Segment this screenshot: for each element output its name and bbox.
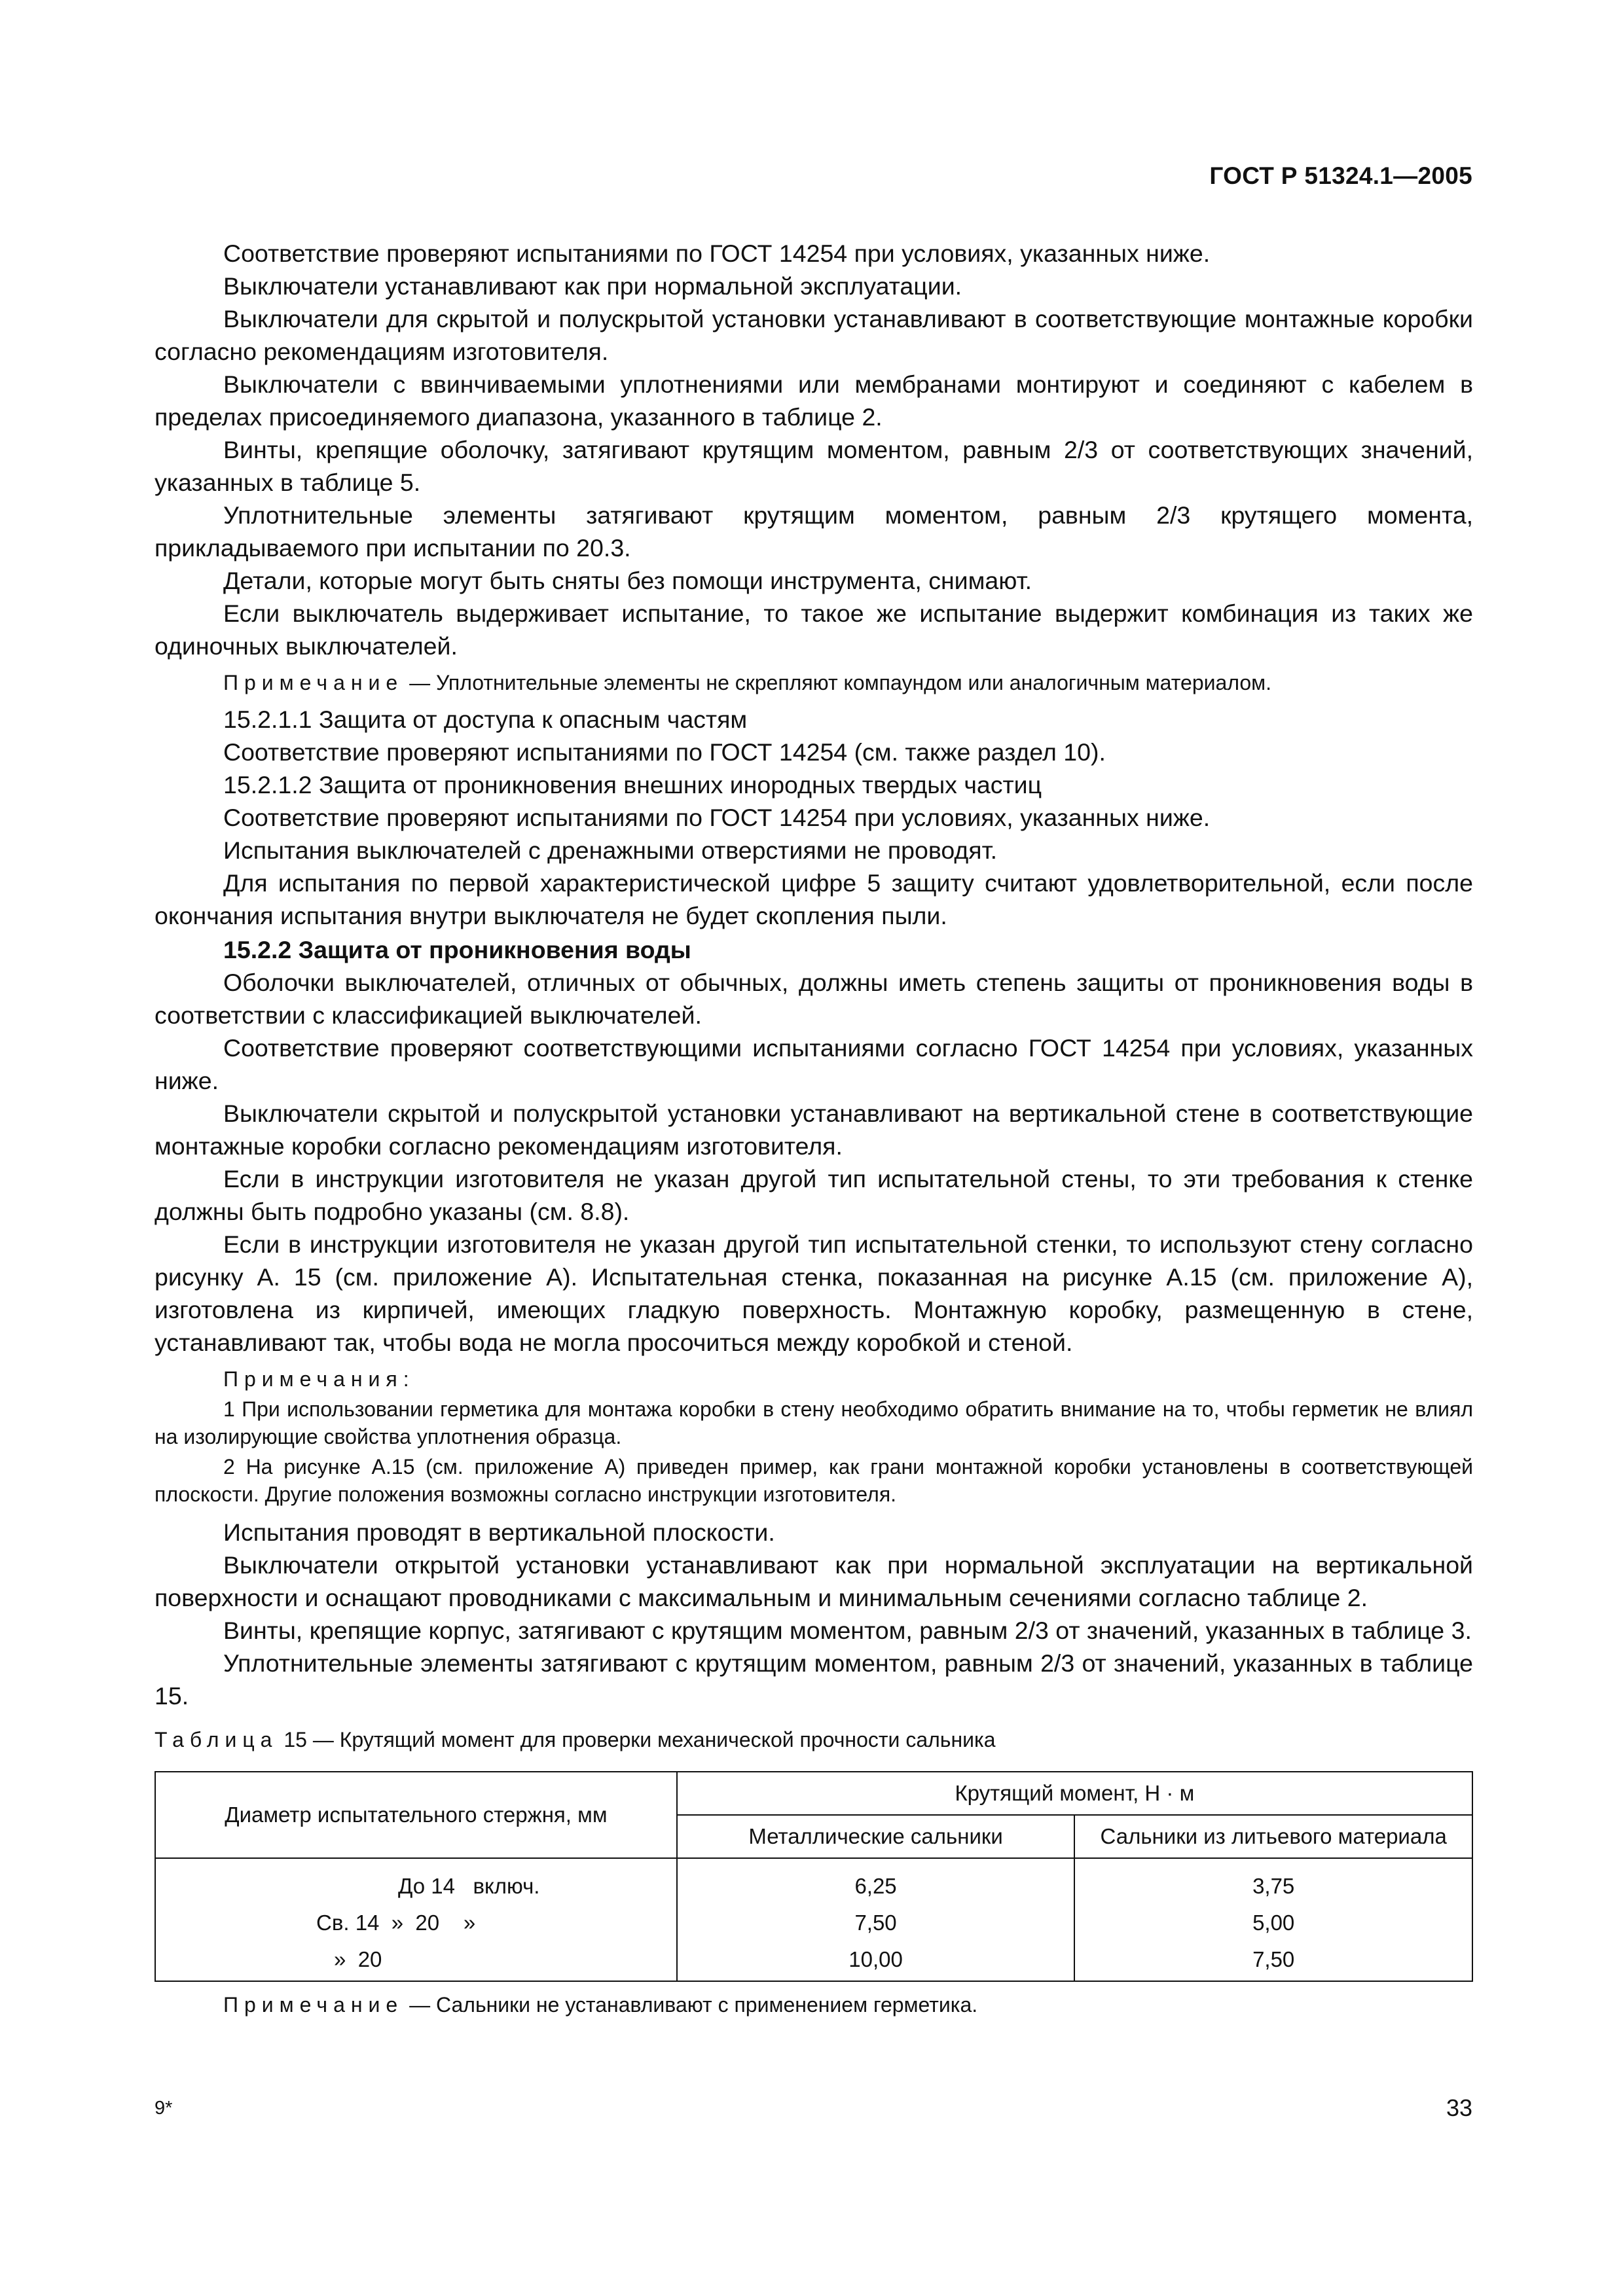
notes-label <box>155 1365 1473 1393</box>
col-header-diameter: Диаметр испытательного стержня, мм <box>155 1772 677 1858</box>
torque-table <box>155 1771 1473 1982</box>
section-heading: 15.2.2 Защита от проникновения воды <box>223 936 691 963</box>
cell-cast: 3,75 <box>1074 1858 1472 1905</box>
paragraph: Детали, которые могут быть сняты без помощи инструмента, снимают. <box>223 567 1032 594</box>
cell-diameter: Св. 14 » 20 » <box>155 1905 677 1941</box>
cell-cast: 5,00 <box>1074 1905 1472 1941</box>
table-caption-text: 15 — Крутящий момент для проверки механической прочности сальника <box>278 1728 996 1751</box>
table-note-label: Примечание <box>223 1993 404 2017</box>
paragraph: Испытания проводят в вертикальной плоскости. <box>223 1518 775 1546</box>
note-item: 1 При использовании герметика для монтажа коробки в стену необходимо обратить внимание на то, чтобы герметик не влиял на изолирующие свойства уплотнения образца. <box>155 1397 1473 1448</box>
table-row <box>155 1905 1472 1941</box>
cell-metal: 10,00 <box>677 1941 1075 1981</box>
paragraph: Оболочки выключателей, отличных от обычных, должны иметь степень защиты от проникновения воды в соответствии с классификацией выключателей. <box>155 969 1473 1029</box>
cell-diameter: » 20 <box>155 1941 677 1981</box>
col-header-torque: Крутящий момент, Н · м <box>677 1772 1472 1815</box>
subsection-title: 15.2.1.1 Защита от доступа к опасным частям <box>223 706 748 733</box>
subsection-title: 15.2.1.2 Защита от проникновения внешних инородных твердых частиц <box>223 771 1042 798</box>
page-content <box>155 237 1473 2018</box>
table-caption-label: Таблица <box>155 1728 278 1751</box>
paragraph: Если выключатель выдерживает испытание, то такое же испытание выдержит комбинация из таких же одиночных выключателей. <box>155 600 1473 660</box>
note-label: Примечание <box>223 671 404 694</box>
paragraph: Выключатели с ввинчиваемыми уплотнениями или мембранами монтируют и соединяют с кабелем в пределах присоединяемого диапазона, указанного в таблице 2. <box>155 370 1473 431</box>
table-note <box>155 1991 1473 2018</box>
table-row <box>155 1858 1472 1905</box>
cell-diameter: До 14 включ. <box>155 1858 677 1905</box>
cell-metal: 6,25 <box>677 1858 1075 1905</box>
paragraph: Винты, крепящие оболочку, затягивают крутящим моментом, равным 2/3 от соответствующих значений, указанных в таблице 5. <box>155 436 1473 496</box>
signature-mark: 9* <box>155 2098 173 2119</box>
note <box>155 669 1473 696</box>
paragraph: Соответствие проверяют соответствующими испытаниями согласно ГОСТ 14254 при условиях, указанных ниже. <box>155 1034 1473 1094</box>
paragraph: Соответствие проверяют испытаниями по ГОСТ 14254 при условиях, указанных ниже. <box>223 804 1211 831</box>
paragraph: Выключатели открытой установки устанавливают как при нормальной эксплуатации на вертикальной поверхности и оснащают проводниками с максимальным и минимальным сечениями согласно таблице 2. <box>155 1551 1473 1611</box>
note-item: 2 На рисунке А.15 (см. приложение А) приведен пример, как грани монтажной коробки установлены в соответствующей плоскости. Другие положения возможны согласно инструкции изготовителя. <box>155 1455 1473 1506</box>
paragraph: Винты, крепящие корпус, затягивают с крутящим моментом, равным 2/3 от значений, указанных в таблице 3. <box>223 1617 1472 1644</box>
paragraph: Испытания выключателей с дренажными отверстиями не проводят. <box>223 836 998 864</box>
col-header-metal: Металлические сальники <box>677 1815 1075 1858</box>
col-header-cast: Сальники из литьевого материала <box>1074 1815 1472 1858</box>
page-number: 33 <box>1446 2094 1472 2121</box>
paragraph: Выключатели скрытой и полускрытой установки устанавливают на вертикальной стене в соответствующие монтажные коробки согласно рекомендациям изготовителя. <box>155 1100 1473 1160</box>
cell-cast: 7,50 <box>1074 1941 1472 1981</box>
paragraph: Соответствие проверяют испытаниями по ГОСТ 14254 (см. также раздел 10). <box>223 738 1106 766</box>
table-note-text: — Сальники не устанавливают с применением герметика. <box>403 1993 978 2017</box>
paragraph: Уплотнительные элементы затягивают крутящим моментом, равным 2/3 крутящего момента, прикладываемого при испытании по 20.3. <box>155 501 1473 562</box>
paragraph: Для испытания по первой характеристической цифре 5 защиту считают удовлетворительной, если после окончания испытания внутри выключателя не будет скопления пыли. <box>155 869 1473 929</box>
table-row <box>155 1941 1472 1981</box>
paragraph: Выключатели для скрытой и полускрытой установки устанавливают в соответствующие монтажные коробки согласно рекомендациям изготовителя. <box>155 305 1473 365</box>
paragraph: Если в инструкции изготовителя не указан другой тип испытательной стенки, то используют стену согласно рисунку А. 15 (см. приложение А). Испытательная стенка, показанная на рисунке А.15 (см. приложение А), изготовлена из кирпичей, имеющих гладкую поверхность. Монтажную коробку, размещенную в стене, устанавливают так, чтобы вода не могла просочиться между коробкой и стеной. <box>155 1230 1473 1356</box>
paragraph: Если в инструкции изготовителя не указан другой тип испытательной стены, то эти требования к стенке должны быть подробно указаны (см. 8.8). <box>155 1165 1473 1225</box>
paragraph: Уплотнительные элементы затягивают с крутящим моментом, равным 2/3 от значений, указанных в таблице 15. <box>155 1649 1473 1710</box>
document-id: ГОСТ Р 51324.1—2005 <box>1209 162 1472 189</box>
table-caption <box>155 1727 1473 1753</box>
paragraph: Выключатели устанавливают как при нормальной эксплуатации. <box>223 272 962 300</box>
cell-metal: 7,50 <box>677 1905 1075 1941</box>
note-text: — Уплотнительные элементы не скрепляют компаундом или аналогичным материалом. <box>403 671 1272 694</box>
paragraph: Соответствие проверяют испытаниями по ГОСТ 14254 при условиях, указанных ниже. <box>223 240 1211 267</box>
notes-label-text: Примечания: <box>223 1367 415 1391</box>
